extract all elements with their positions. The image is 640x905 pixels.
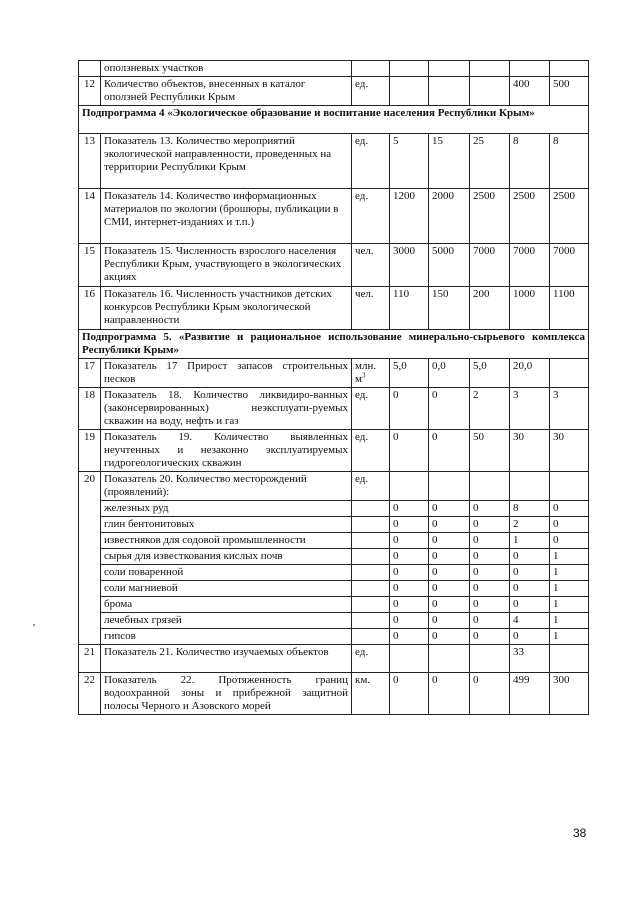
value-cell: 25	[470, 134, 510, 189]
value-cell: 5,0	[390, 359, 429, 388]
value-cell: 0	[429, 629, 470, 645]
value-cell	[390, 472, 429, 501]
value-cell: 0	[550, 501, 589, 517]
unit-text: км.	[355, 674, 371, 686]
value-cell: 0	[429, 501, 470, 517]
table-row	[79, 287, 589, 330]
value-cell: 500	[550, 77, 589, 106]
value-cell: 50	[470, 430, 510, 472]
unit-cell	[352, 565, 390, 581]
value-cell	[510, 61, 550, 77]
value-cell: 0	[470, 673, 510, 715]
sub-row	[79, 613, 589, 629]
row-number: 18	[79, 388, 101, 430]
row-number: 14	[79, 189, 101, 244]
unit-superscript: 3	[361, 371, 366, 380]
scan-speck	[33, 624, 35, 626]
unit-text: ед.	[355, 135, 369, 147]
table-row	[79, 359, 589, 388]
row-number: 20	[79, 472, 101, 645]
indicator-name: Показатель 19. Количество выявленных неучтенных и незаконно эксплуатируемых гидрогеологических скважин	[101, 430, 352, 472]
value-cell: 0	[390, 501, 429, 517]
value-cell: 2500	[470, 189, 510, 244]
value-cell: 400	[510, 77, 550, 106]
value-cell: 2	[470, 388, 510, 430]
indicator-name: Показатель 18. Количество ликвидиро-ванных (законсервированных) неэксплуати-руемых скважин на воду, нефть и газ	[101, 388, 352, 430]
value-cell: 1100	[550, 287, 589, 330]
value-cell: 200	[470, 287, 510, 330]
indicator-name: Показатель 21. Количество изучаемых объектов	[101, 645, 352, 673]
value-cell	[510, 472, 550, 501]
value-cell: 30	[550, 430, 589, 472]
value-cell: 8	[510, 501, 550, 517]
value-cell: 0	[390, 533, 429, 549]
indicator-name: Показатель 14. Количество информационных материалов по экологии (брошюры, публикации в СМИ, интернет-изданиях и т.п.)	[101, 189, 352, 244]
unit-text: ед.	[355, 646, 369, 658]
page-number: 38	[573, 826, 587, 840]
value-cell: 0	[390, 388, 429, 430]
value-cell: 0	[429, 430, 470, 472]
indicator-name: железных руд	[101, 501, 352, 517]
sub-row	[79, 501, 589, 517]
sub-row	[79, 533, 589, 549]
value-cell: 0	[390, 673, 429, 715]
value-cell: 0	[390, 597, 429, 613]
unit-cell	[352, 597, 390, 613]
unit-cell	[352, 61, 390, 77]
value-cell: 3	[550, 388, 589, 430]
unit-cell	[352, 134, 390, 189]
value-cell: 0	[429, 517, 470, 533]
indicator-name: брома	[101, 597, 352, 613]
value-cell	[390, 61, 429, 77]
unit-text: млн. м	[355, 360, 377, 385]
value-cell	[429, 77, 470, 106]
table-row	[79, 388, 589, 430]
value-cell: 1	[510, 533, 550, 549]
value-cell: 1	[550, 581, 589, 597]
value-cell: 0	[470, 549, 510, 565]
value-cell	[390, 645, 429, 673]
value-cell: 0	[429, 613, 470, 629]
indicator-name: оползневых участков	[101, 61, 352, 77]
unit-text: ед.	[355, 78, 369, 90]
value-cell: 0	[510, 629, 550, 645]
unit-cell	[352, 533, 390, 549]
indicator-name: Показатель 20. Количество месторождений (проявлений):	[101, 472, 352, 501]
value-cell: 20,0	[510, 359, 550, 388]
indicator-name: Показатель 17 Прирост запасов строительных песков	[101, 359, 352, 388]
indicator-name: Показатель 22. Протяженность границ водоохранной зоны и прибрежной защитной полосы Черного и Азовского морей	[101, 673, 352, 715]
table-row	[79, 189, 589, 244]
value-cell	[550, 359, 589, 388]
indicators-table	[78, 60, 589, 715]
indicator-name: сырья для известкования кислых почв	[101, 549, 352, 565]
unit-cell	[352, 517, 390, 533]
sub-row	[79, 597, 589, 613]
value-cell: 0	[429, 673, 470, 715]
unit-cell	[352, 359, 390, 388]
value-cell: 30	[510, 430, 550, 472]
value-cell: 0	[429, 533, 470, 549]
subprogram-title: Подпрограмма 5. «Развитие и рациональное использование минерально-сырьевого комплекса Республики Крым»	[79, 330, 589, 359]
unit-text: чел.	[355, 288, 374, 300]
unit-cell	[352, 501, 390, 517]
value-cell: 0	[470, 613, 510, 629]
value-cell: 0,0	[429, 359, 470, 388]
value-cell: 7000	[550, 244, 589, 287]
value-cell	[470, 77, 510, 106]
value-cell: 5	[390, 134, 429, 189]
value-cell: 0	[470, 565, 510, 581]
value-cell: 0	[550, 517, 589, 533]
unit-text: ед.	[355, 473, 369, 485]
value-cell	[470, 61, 510, 77]
value-cell	[470, 472, 510, 501]
value-cell: 1	[550, 565, 589, 581]
unit-text: ед.	[355, 190, 369, 202]
value-cell	[470, 645, 510, 673]
value-cell: 0	[390, 581, 429, 597]
table-row	[79, 244, 589, 287]
indicator-name: глин бентонитовых	[101, 517, 352, 533]
value-cell: 0	[390, 430, 429, 472]
value-cell: 499	[510, 673, 550, 715]
row-number: 13	[79, 134, 101, 189]
value-cell: 0	[429, 581, 470, 597]
value-cell: 1200	[390, 189, 429, 244]
value-cell: 0	[470, 517, 510, 533]
value-cell	[550, 645, 589, 673]
value-cell: 0	[390, 565, 429, 581]
indicator-name: Показатель 15. Численность взрослого населения Республики Крым, участвующего в экологических акциях	[101, 244, 352, 287]
value-cell	[550, 61, 589, 77]
table-row	[79, 430, 589, 472]
indicator-name: Показатель 16. Численность участников детских конкурсов Республики Крым экологической направленности	[101, 287, 352, 330]
indicator-name: соли магниевой	[101, 581, 352, 597]
value-cell: 1	[550, 629, 589, 645]
sub-row	[79, 549, 589, 565]
table-row	[79, 134, 589, 189]
row-number: 21	[79, 645, 101, 673]
unit-cell	[352, 613, 390, 629]
unit-cell	[352, 472, 390, 501]
value-cell: 0	[390, 613, 429, 629]
value-cell: 0	[429, 597, 470, 613]
value-cell: 300	[550, 673, 589, 715]
value-cell: 0	[390, 517, 429, 533]
value-cell: 3000	[390, 244, 429, 287]
table-row	[79, 77, 589, 106]
value-cell: 1	[550, 549, 589, 565]
row-number: 17	[79, 359, 101, 388]
unit-text: ед.	[355, 389, 369, 401]
value-cell: 0	[429, 549, 470, 565]
value-cell: 0	[429, 388, 470, 430]
value-cell: 0	[470, 597, 510, 613]
subprogram-header	[79, 330, 589, 359]
value-cell: 33	[510, 645, 550, 673]
unit-cell	[352, 581, 390, 597]
unit-cell	[352, 645, 390, 673]
row-number	[79, 61, 101, 77]
row-number: 15	[79, 244, 101, 287]
value-cell: 0	[510, 581, 550, 597]
value-cell: 1	[550, 613, 589, 629]
sub-row	[79, 581, 589, 597]
value-cell: 0	[550, 533, 589, 549]
value-cell: 7000	[510, 244, 550, 287]
value-cell: 1	[550, 597, 589, 613]
unit-text: ед.	[355, 431, 369, 443]
value-cell: 1000	[510, 287, 550, 330]
value-cell: 7000	[470, 244, 510, 287]
unit-cell	[352, 189, 390, 244]
value-cell: 0	[470, 501, 510, 517]
unit-cell	[352, 77, 390, 106]
value-cell: 0	[390, 549, 429, 565]
table-row	[79, 673, 589, 715]
unit-text: чел.	[355, 245, 374, 257]
value-cell	[390, 77, 429, 106]
row-number: 19	[79, 430, 101, 472]
value-cell: 0	[470, 629, 510, 645]
indicator-name: Количество объектов, внесенных в каталог оползней Республики Крым	[101, 77, 352, 106]
subprogram-header	[79, 106, 589, 134]
table-row	[79, 472, 589, 501]
value-cell	[550, 472, 589, 501]
indicator-name: Показатель 13. Количество мероприятий экологической направленности, проведенных на территории Республики Крым	[101, 134, 352, 189]
value-cell: 15	[429, 134, 470, 189]
value-cell: 8	[550, 134, 589, 189]
sub-row	[79, 517, 589, 533]
value-cell: 0	[390, 629, 429, 645]
value-cell: 150	[429, 287, 470, 330]
unit-cell	[352, 430, 390, 472]
row-number: 22	[79, 673, 101, 715]
value-cell: 2000	[429, 189, 470, 244]
indicator-name: известняков для содовой промышленности	[101, 533, 352, 549]
row-number: 12	[79, 77, 101, 106]
value-cell: 0	[510, 597, 550, 613]
value-cell: 3	[510, 388, 550, 430]
sub-row	[79, 629, 589, 645]
indicator-name: лечебных грязей	[101, 613, 352, 629]
value-cell: 8	[510, 134, 550, 189]
unit-cell	[352, 388, 390, 430]
value-cell: 0	[429, 565, 470, 581]
value-cell: 2	[510, 517, 550, 533]
value-cell: 5,0	[470, 359, 510, 388]
value-cell: 4	[510, 613, 550, 629]
unit-cell	[352, 287, 390, 330]
value-cell: 0	[510, 565, 550, 581]
unit-cell	[352, 549, 390, 565]
value-cell: 2500	[510, 189, 550, 244]
value-cell: 0	[470, 533, 510, 549]
value-cell	[429, 61, 470, 77]
value-cell: 0	[510, 549, 550, 565]
value-cell: 5000	[429, 244, 470, 287]
row-number: 16	[79, 287, 101, 330]
unit-cell	[352, 673, 390, 715]
table-row	[79, 645, 589, 673]
indicator-name: гипсов	[101, 629, 352, 645]
value-cell: 110	[390, 287, 429, 330]
unit-cell	[352, 244, 390, 287]
value-cell: 2500	[550, 189, 589, 244]
value-cell	[429, 645, 470, 673]
indicator-name: соли поваренной	[101, 565, 352, 581]
sub-row	[79, 565, 589, 581]
value-cell: 0	[470, 581, 510, 597]
subprogram-title: Подпрограмма 4 «Экологическое образование и воспитание населения Республики Крым»	[79, 106, 589, 134]
value-cell	[429, 472, 470, 501]
table-row	[79, 61, 589, 77]
unit-cell	[352, 629, 390, 645]
